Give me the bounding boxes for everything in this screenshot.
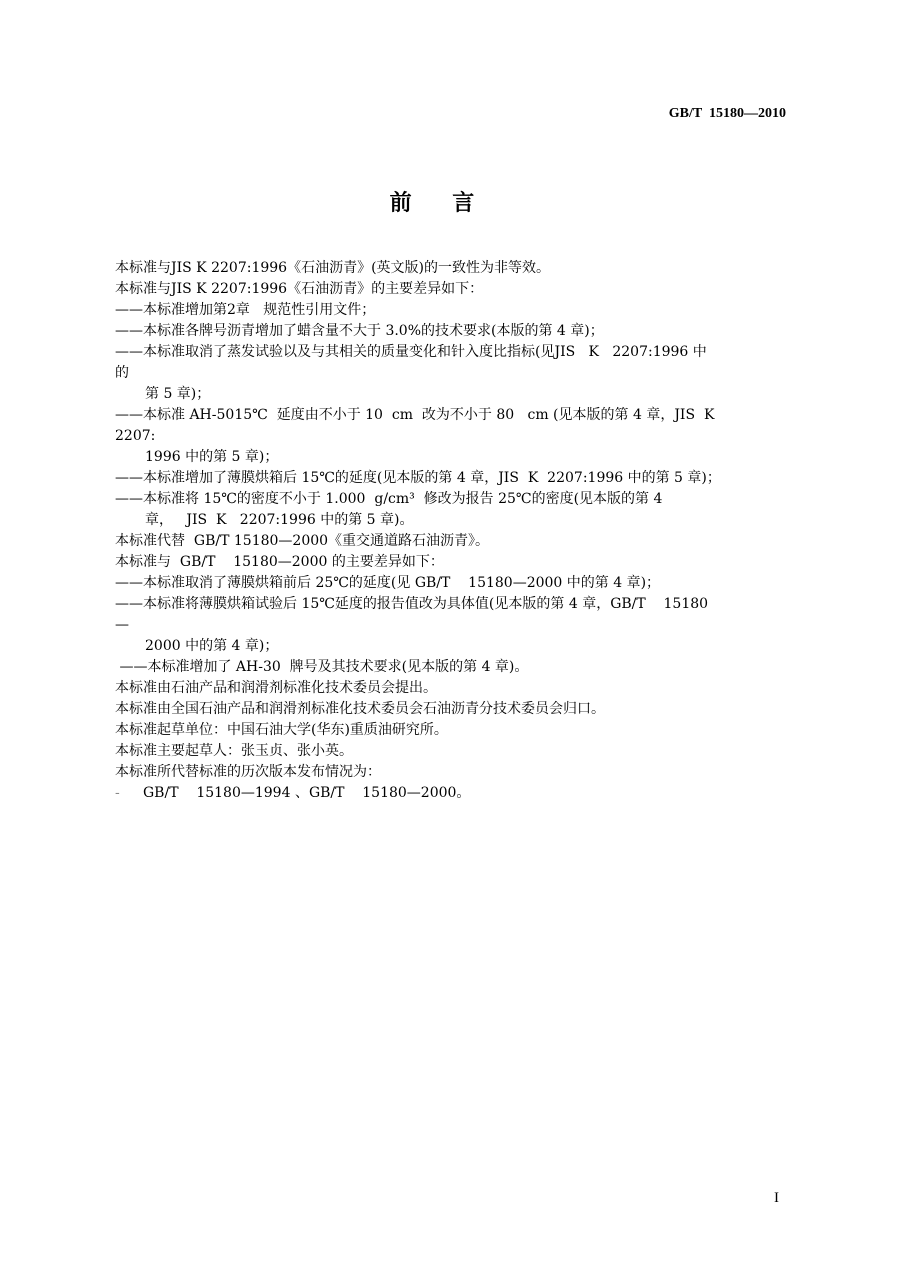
list-item-continuation: 章， JIS K 2207:1996 中的第 5 章)。: [145, 512, 414, 528]
paragraph-line: 本标准由全国石油产品和润滑剂标准化技术委员会石油沥青分技术委员会归口。: [115, 701, 605, 717]
list-item: ——本标准增加了 AH-30 牌号及其技术要求(见本版的第 4 章)。: [115, 659, 529, 675]
list-item: ——本标准各牌号沥青增加了蜡含量不大于 3.0%的技术要求(本版的第 4 章)；: [115, 323, 604, 339]
list-item: ——本标准取消了薄膜烘箱前后 25℃的延度(见 GB/T 15180—2000 中的第 4 章)；: [115, 575, 661, 591]
paragraph-line: 本标准代替 GB/T 15180—2000《重交通道路石油沥青》。: [115, 533, 490, 549]
standard-code: GB/T 15180—2010: [668, 106, 786, 121]
list-item: ——本标准 AH-5015℃ 延度由不小于 10 cm 改为不小于 80 cm (见本版的第 4 章，JIS K: [115, 407, 715, 423]
list-item: ——本标准将 15℃的密度不小于 1.000 g/cm³ 修改为报告 25℃的密度(见本版的第 4: [115, 491, 663, 507]
list-item: ——本标准取消了蒸发试验以及与其相关的质量变化和针入度比指标(见JIS K 2207:1996 中: [115, 344, 707, 360]
paragraph-line: 本标准与 GB/T 15180—2000 的主要差异如下：: [115, 554, 444, 570]
history-versions: GB/T 15180—1994 、GB/T 15180—2000。: [143, 785, 471, 801]
list-item-continuation: 第 5 章)；: [145, 386, 211, 402]
list-item-wrap: —: [115, 617, 129, 633]
list-item-wrap: 的: [115, 365, 129, 381]
page-number: I: [774, 1190, 779, 1206]
paragraph-line: 本标准与JIS K 2207:1996《石油沥青》的主要差异如下：: [115, 281, 484, 297]
page-title: 前 言: [389, 191, 477, 216]
list-item-continuation: 2000 中的第 4 章)；: [145, 638, 279, 654]
list-item: ——本标准增加第2章 规范性引用文件；: [115, 302, 376, 318]
bullet-mark: -: [115, 785, 120, 801]
document-body: [115, 258, 787, 804]
list-item-wrap: 2207:: [115, 428, 156, 444]
history-list-item: [115, 783, 787, 804]
paragraph-line: 本标准由石油产品和润滑剂标准化技术委员会提出。: [115, 680, 437, 696]
paragraph-line: 本标准主要起草人：张玉贞、张小英。: [115, 743, 353, 759]
paragraph-line: 本标准起草单位：中国石油大学(华东)重质油研究所。: [115, 722, 448, 738]
list-item-continuation: 1996 中的第 5 章)；: [145, 449, 279, 465]
list-item: ——本标准将薄膜烘箱试验后 15℃延度的报告值改为具体值(见本版的第 4 章，GB/T 15180: [115, 596, 709, 612]
paragraph-line: 本标准与JIS K 2207:1996《石油沥青》(英文版)的一致性为非等效。: [115, 260, 550, 276]
paragraph-line: 本标准所代替标准的历次版本发布情况为：: [115, 764, 381, 780]
list-item: ——本标准增加了薄膜烘箱后 15℃的延度(见本版的第 4 章，JIS K 2207:1996 中的第 5 章)；: [115, 470, 721, 486]
